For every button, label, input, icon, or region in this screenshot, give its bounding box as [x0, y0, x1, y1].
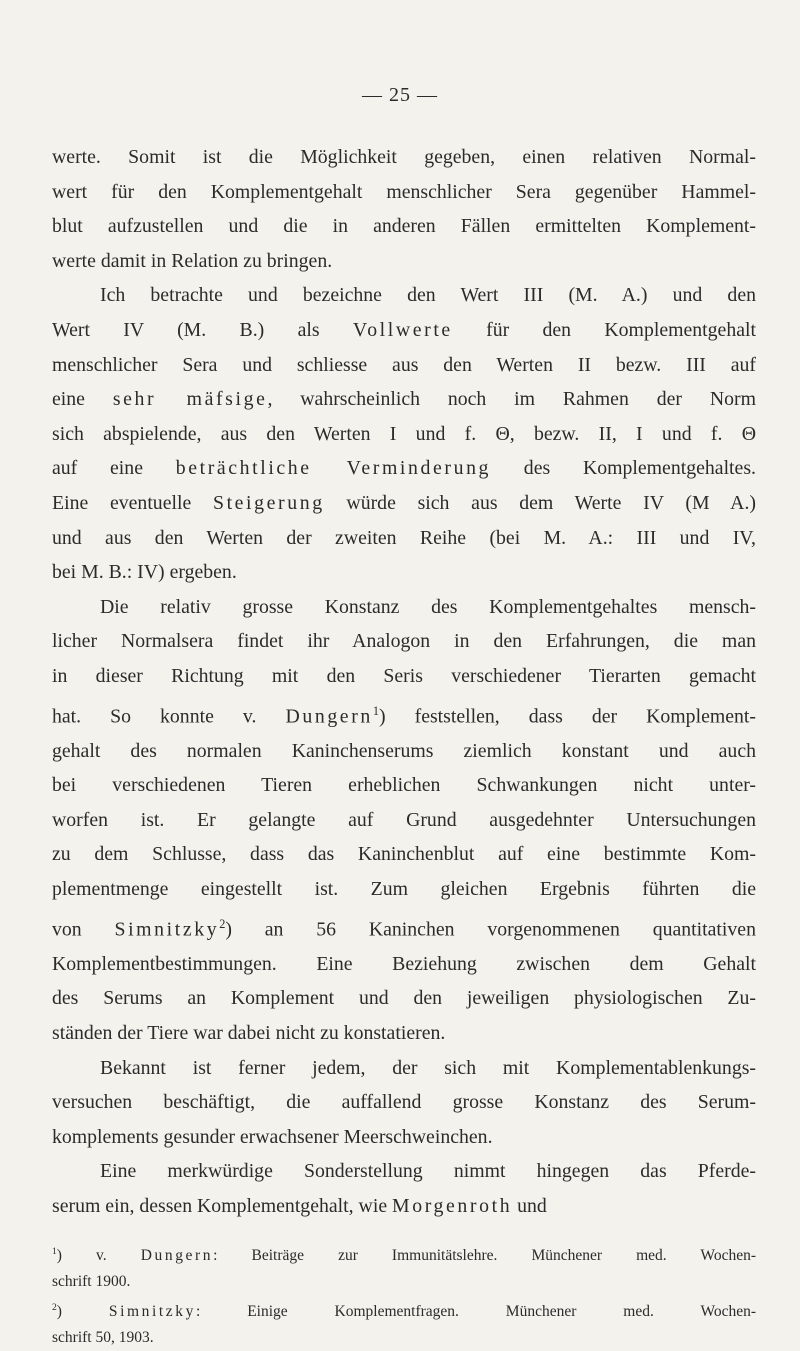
text-line [52, 278, 756, 313]
text-run: ) v. [56, 1247, 141, 1265]
spaced-emphasis: beträchtliche Verminderung [175, 457, 492, 480]
text-run: in dieser Richtung mit den Seris verschiedener Tierarten gemacht [52, 664, 756, 687]
text-run: wert für den Komplementgehalt menschlicher Sera gegenüber Hammel- [52, 180, 756, 203]
footnote-marker: 1 [52, 1246, 57, 1257]
text-line [52, 624, 756, 659]
text-line [52, 313, 756, 348]
text-line [52, 947, 756, 982]
text-run: bei M. B.: IV) ergeben. [52, 561, 237, 584]
text-run: : Einige Komplementfragen. Münchener med. Wochen- [196, 1303, 757, 1321]
footnote-marker: 2 [219, 916, 226, 931]
text-run: worfen ist. Er gelangte auf Grund ausgedehnter Untersuchungen [52, 808, 756, 831]
spaced-emphasis: Morgenroth [392, 1195, 513, 1217]
text-run: des Komplementgehaltes. [491, 457, 756, 480]
text-line [52, 1154, 756, 1189]
text-run: werte damit in Relation zu bringen. [52, 249, 333, 272]
text-run: und aus den Werten der zweiten Reihe (bei M. A.: III und IV, [52, 526, 756, 549]
text-run: Die relativ grosse Konstanz des Komplementgehaltes mensch- [100, 595, 756, 618]
text-run: Bekannt ist ferner jedem, der sich mit Komplementablenkungs- [100, 1056, 756, 1079]
text-line [52, 659, 756, 694]
text-run: von [52, 918, 115, 941]
spaced-emphasis: Dungern [140, 1247, 214, 1265]
spaced-emphasis: Dungern [285, 705, 373, 728]
body-text [52, 140, 756, 1224]
text-line [52, 451, 756, 486]
text-line [52, 590, 756, 625]
text-line [52, 872, 756, 907]
footnotes [52, 1239, 756, 1351]
text-line [52, 486, 756, 521]
text-line [52, 1051, 756, 1086]
text-run: blut aufzustellen und die in anderen Fällen ermittelten Komplement- [52, 215, 756, 238]
paragraph [52, 1154, 756, 1223]
paragraph [52, 140, 756, 278]
text-run: komplements gesunder erwachsener Meerschweinchen. [52, 1125, 493, 1148]
text-run: Eine eventuelle [52, 491, 213, 514]
text-line [52, 244, 756, 279]
footnote-marker: 1 [372, 703, 380, 718]
paragraph [52, 1051, 756, 1155]
text-run: Eine merkwürdige Sonderstellung nimmt hingegen das Pferde- [100, 1160, 756, 1183]
text-line [52, 1295, 756, 1325]
text-line [52, 175, 756, 210]
footnote-marker: 2 [52, 1302, 57, 1314]
text-line [52, 1120, 756, 1155]
spaced-emphasis: Steigerung [212, 491, 325, 514]
text-run: : Beiträge zur Immunitätslehre. Münchener med. Wochen- [213, 1247, 756, 1265]
text-line [52, 1016, 756, 1051]
text-run: des Serums an Komplement und den jeweiligen physiologischen Zu- [52, 987, 756, 1010]
text-run: eine [52, 388, 113, 411]
text-line [52, 768, 756, 803]
text-run: Ich betrachte und bezeichne den Wert III (M. A.) und den [100, 284, 756, 307]
spaced-emphasis: sehr mäfsige [112, 388, 268, 411]
text-line [52, 521, 756, 556]
footnote [52, 1239, 756, 1295]
text-line [52, 1085, 756, 1120]
text-run: gehalt des normalen Kaninchenserums ziemlich konstant und auch [52, 739, 756, 762]
text-line [52, 417, 756, 452]
text-run: Komplementbestimmungen. Eine Beziehung zwischen dem Gehalt [52, 952, 756, 975]
text-run: serum ein, dessen Komplementgehalt, wie [52, 1195, 393, 1217]
text-run: schrift 50, 1903. [52, 1329, 154, 1347]
text-run: auf eine [52, 457, 176, 480]
paragraph [52, 590, 756, 1051]
spaced-emphasis: Simnitzky [108, 1303, 196, 1321]
text-line [52, 734, 756, 769]
text-run: ) an 56 Kaninchen vorgenommenen quantitativen [225, 918, 756, 941]
text-run: würde sich aus dem Werte IV (M A.) [324, 491, 756, 514]
text-line [52, 981, 756, 1016]
spaced-emphasis: Simnitzky [114, 918, 220, 941]
text-run: für den Komplementgehalt [452, 318, 756, 341]
text-line [52, 348, 756, 383]
text-run: schrift 1900. [52, 1273, 131, 1291]
text-line [52, 140, 756, 175]
text-line [52, 694, 756, 734]
text-run: versuchen beschäftigt, die auffallend grosse Konstanz des Serum- [52, 1091, 756, 1114]
text-line [52, 1239, 756, 1269]
text-run: plementmenge eingestellt ist. Zum gleichen Ergebnis führten die [52, 878, 756, 901]
text-line [52, 382, 756, 417]
text-line [52, 555, 756, 590]
text-line [52, 907, 756, 947]
text-line [52, 803, 756, 838]
text-run: sich abspielende, aus den Werten I und f. Θ, bezw. II, I und f. Θ [52, 422, 756, 445]
text-run: bei verschiedenen Tieren erheblichen Schwankungen nicht unter- [52, 774, 756, 797]
paragraph [52, 278, 756, 589]
footnote [52, 1295, 756, 1351]
text-run: ) feststellen, dass der Komplement- [379, 705, 756, 728]
text-run: und [512, 1195, 547, 1217]
page-number: — 25 — [362, 84, 438, 106]
text-line [52, 1269, 756, 1295]
text-run: menschlicher Sera und schliesse aus den Werten II bezw. III auf [52, 353, 756, 376]
text-line [52, 837, 756, 872]
text-run: ständen der Tiere war dabei nicht zu konstatieren. [52, 1022, 446, 1045]
text-line [52, 1325, 756, 1351]
text-run: licher Normalsera findet ihr Analogon in den Erfahrungen, die man [52, 630, 756, 653]
text-run: ) [56, 1303, 109, 1321]
text-run: Wert IV (M. B.) als [52, 318, 353, 341]
text-run: werte. Somit ist die Möglichkeit gegeben, einen relativen Normal- [52, 146, 756, 168]
text-run: zu dem Schlusse, dass das Kaninchenblut auf eine bestimmte Kom- [52, 843, 756, 866]
text-run: hat. So konnte v. [52, 705, 286, 728]
text-line [52, 209, 756, 244]
text-run: , wahrscheinlich noch im Rahmen der Norm [267, 388, 756, 411]
text-line [52, 1189, 756, 1224]
spaced-emphasis: Vollwerte [352, 318, 453, 341]
